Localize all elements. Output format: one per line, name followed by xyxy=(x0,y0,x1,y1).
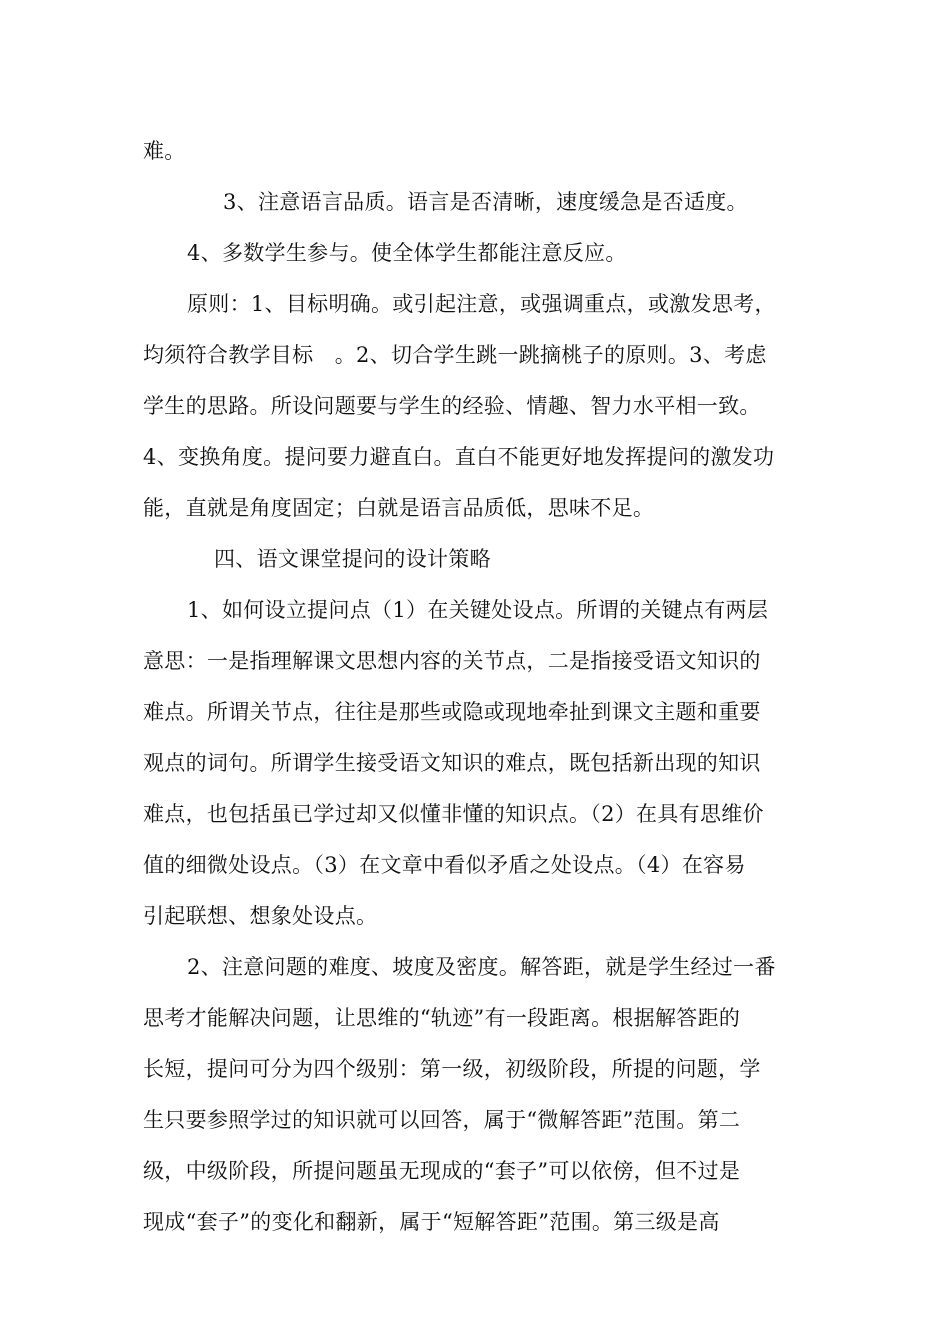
text-line: 4、多数学生参与。使全体学生都能注意反应。 xyxy=(187,241,627,265)
text-line: 2、注意问题的难度、坡度及密度。解答距，就是学生经过一番 xyxy=(187,955,776,979)
text-line: 原则：1、目标明确。或引起注意，或强调重点，或激发思考， xyxy=(187,292,776,316)
text-line: 1、如何设立提问点（1）在关键处设点。所谓的关键点有两层 xyxy=(187,598,769,622)
text-line: 长短，提问可分为四个级别：第一级，初级阶段，所提的问题，学 xyxy=(143,1057,761,1081)
text-line: 级，中级阶段，所提问题虽无现成的“套子”可以依傍，但不过是 xyxy=(143,1159,741,1183)
text-line: 观点的词句。所谓学生接受语文知识的难点，既包括新出现的知识 xyxy=(143,751,761,775)
text-line: 思考才能解决问题，让思维的“轨迹”有一段距离。根据解答距的 xyxy=(143,1006,741,1030)
text-line: 现成“套子”的变化和翻新，属于“短解答距”范围。第三级是高 xyxy=(143,1210,720,1234)
text-line: 难点。所谓关节点，往往是那些或隐或现地牵扯到课文主题和重要 xyxy=(143,700,761,724)
text-line: 能，直就是角度固定；白就是语言品质低，思味不足。 xyxy=(143,496,655,520)
text-line: 均须符合教学目标 。2、切合学生跳一跳摘桃子的原则。3、考虑 xyxy=(143,343,767,367)
text-line: 4、变换角度。提问要力避直白。直白不能更好地发挥提问的激发功 xyxy=(143,445,775,469)
text-line: 生只要参照学过的知识就可以回答，属于“微解答距”范围。第二 xyxy=(143,1108,741,1132)
text-line: 难点，也包括虽已学过却又似懂非懂的知识点。（2）在具有思维价 xyxy=(143,802,764,826)
text-line: 学生的思路。所设问题要与学生的经验、情趣、智力水平相一致。 xyxy=(143,394,761,418)
text-line: 3、注意语言品质。语言是否清晰，速度缓急是否适度。 xyxy=(223,190,748,214)
text-line: 值的细微处设点。（3）在文章中看似矛盾之处设点。（4）在容易 xyxy=(143,853,746,877)
section-heading: 四、语文课堂提问的设计策略 xyxy=(214,547,491,571)
text-line: 意思：一是指理解课文思想内容的关节点，二是指接受语文知识的 xyxy=(143,649,761,673)
text-line: 难。 xyxy=(143,139,186,163)
text-line: 引起联想、想象处设点。 xyxy=(143,904,378,928)
